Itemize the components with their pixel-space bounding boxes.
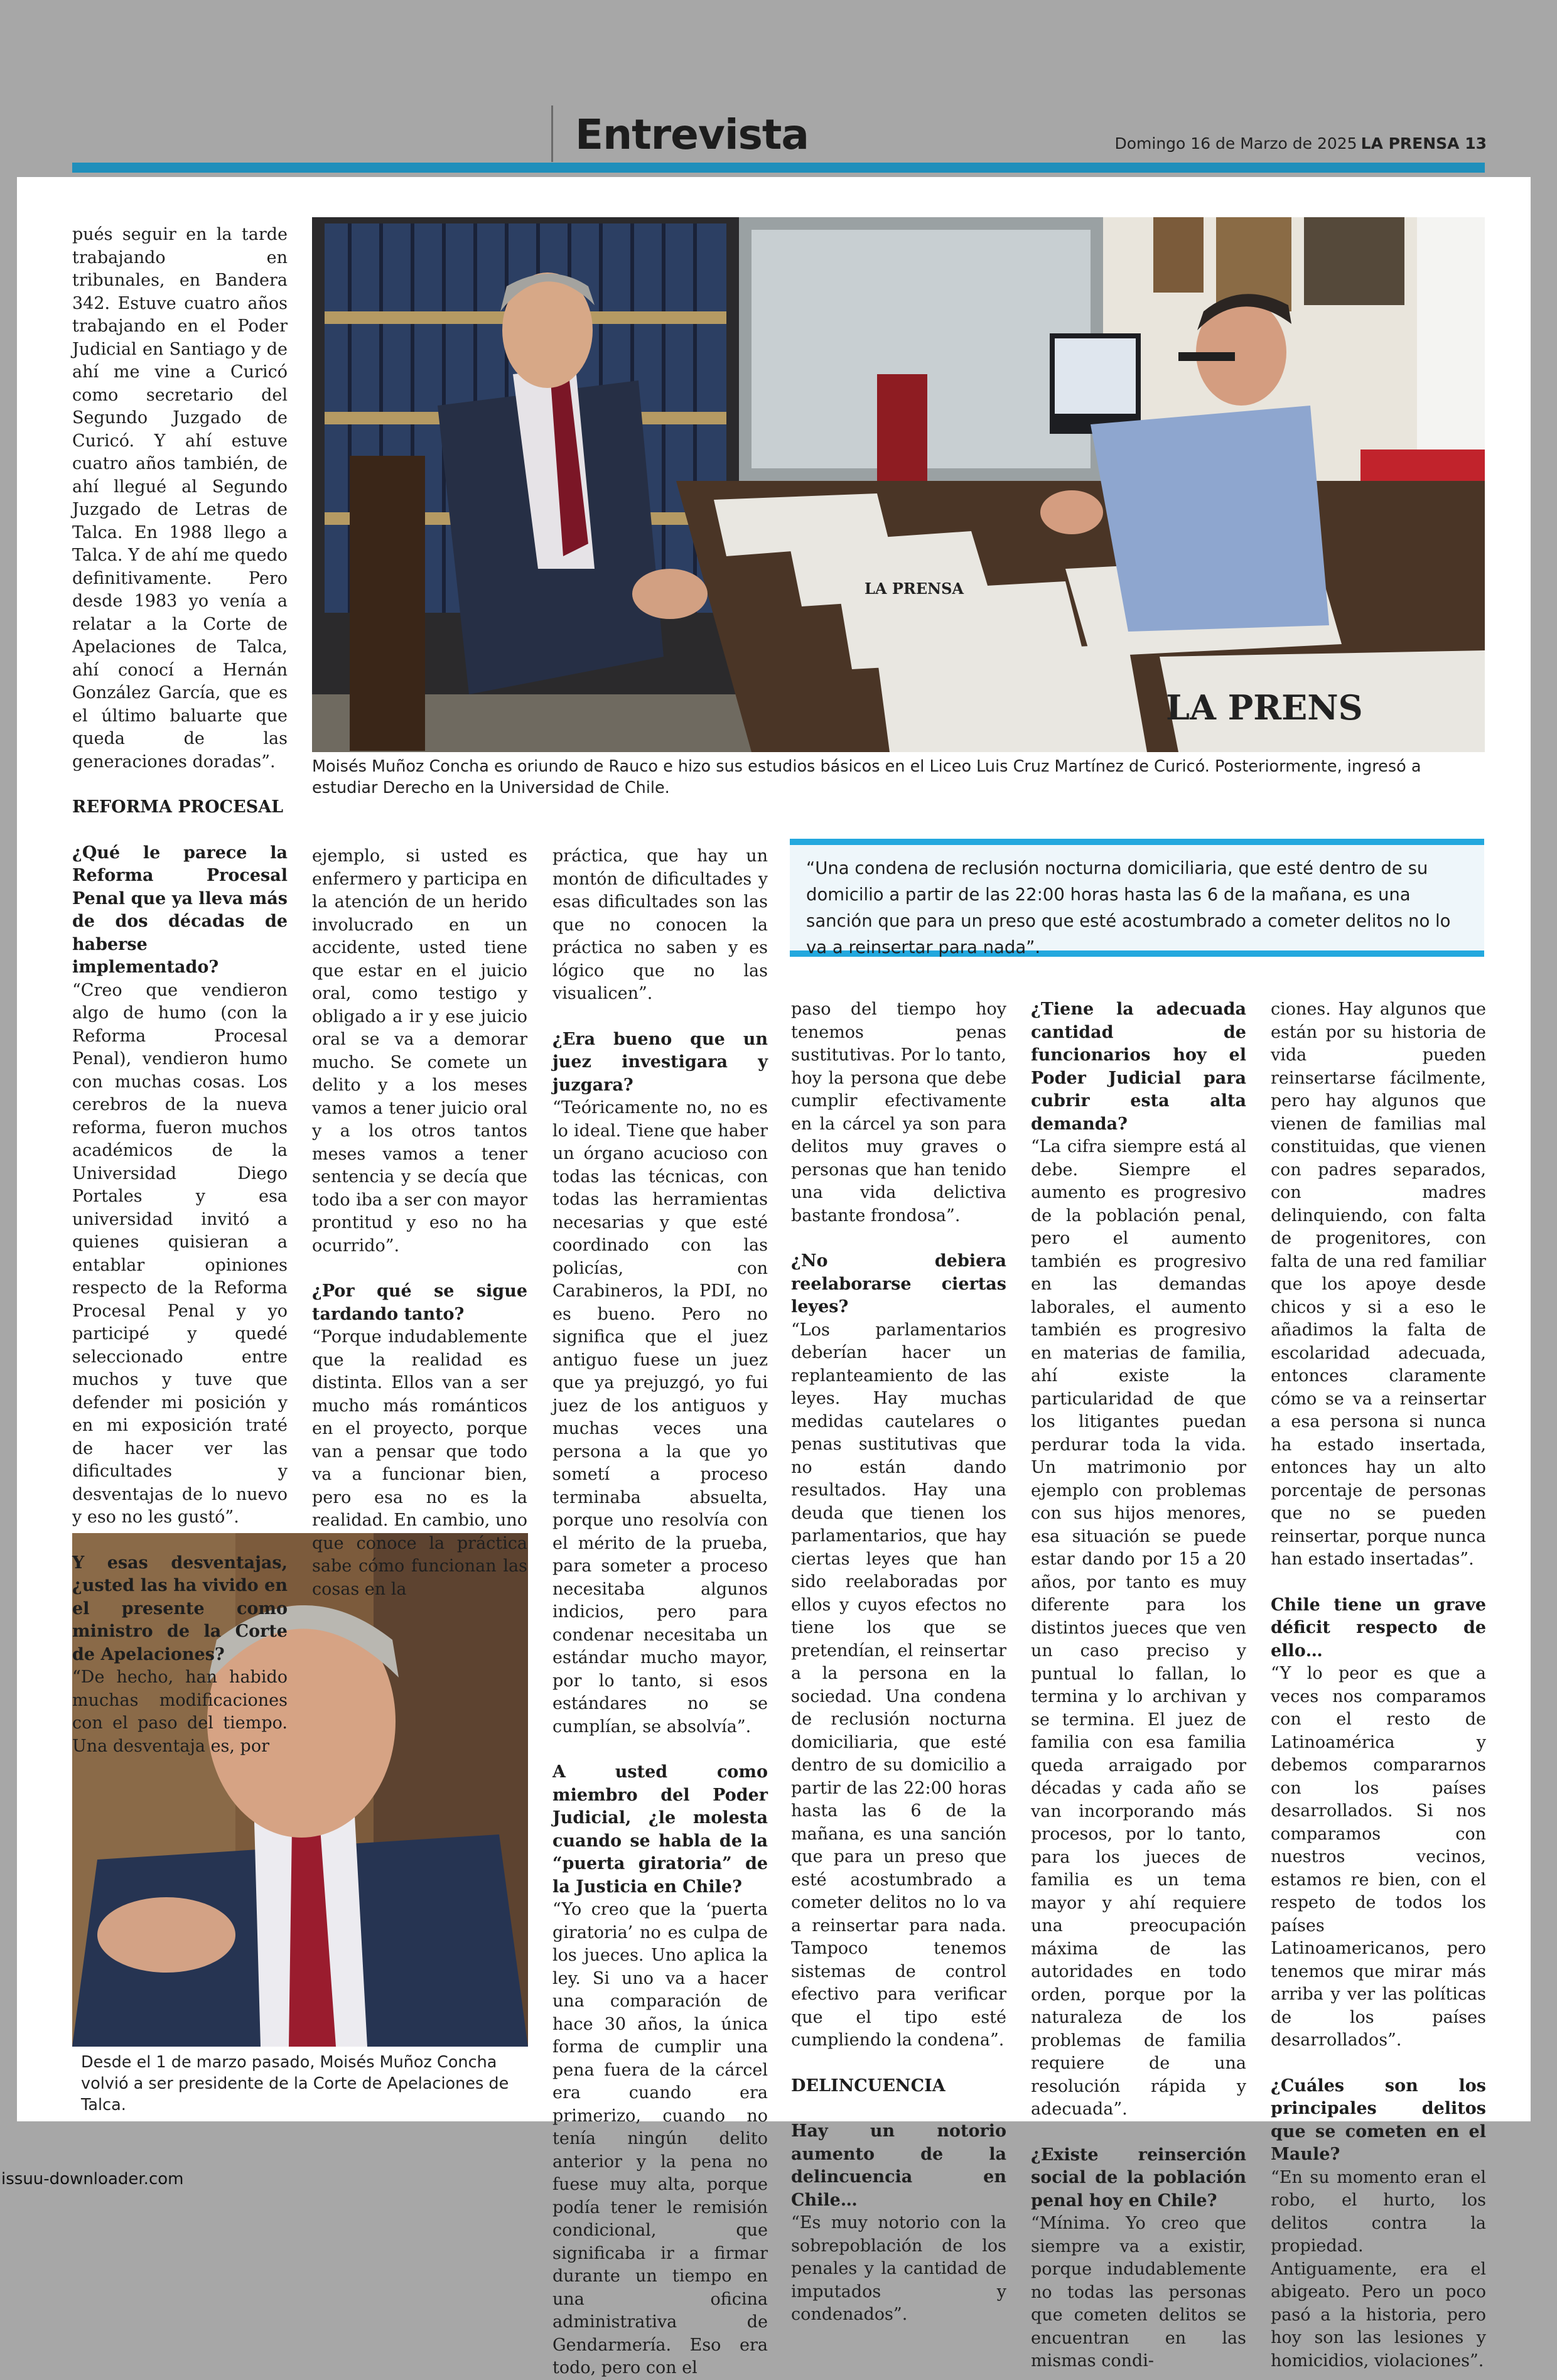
question: Y esas desventajas, ¿usted las ha vivido en el presente como ministro de la Corte de Apelaciones? xyxy=(72,1553,288,1664)
paragraph: “Teóricamente no, no es lo ideal. Tiene que haber un órgano acucioso con todas las técnicas, con todas las herramientas necesarias y que esté coordinado con las policías, con Carabineros, la PDI, no es bueno. Pero no significa que el juez antiguo fuese un juez que ya prejuzgó, yo fui juez de los antiguos y muchas veces una persona a la que yo sometí a proceso terminaba absuelta, porque uno resolvía con el mérito de la prueba, para someter a proceso necesitaba algunos indicios, pero para condenar necesitaba un estándar mucho mayor, por lo tanto, si esos estándares no se cumplían, se absolvía”. xyxy=(552,1098,768,1737)
pull-quote xyxy=(790,839,1484,957)
paragraph: paso del tiempo hoy tenemos penas sustitutivas. Por lo tanto, hoy la persona que debe cumplir efectivamente en la cárcel ya son para delitos muy graves o personas que han tenido una vida delictiva bastante frondosa”. xyxy=(791,999,1006,1225)
question: ¿Por qué se sigue tardando tanto? xyxy=(312,1281,527,1324)
paragraph: “Los parlamentarios deberían hacer un replanteamiento de las leyes. Hay muchas medidas cautelares o penas sustitutivas que no están dando resultados. Hay una deuda que tienen los parlamentarios, que hay ciertas leyes que han sido reelaboradas por ellos y cuyos efectos no tiene los que se pretendían, el reinsertar a la persona en la sociedad. Una condena de reclusión nocturna domiciliaria, que esté dentro de su domicilio a partir de las 22:00 horas hasta las 6 de la mañana, es una sanción que para un preso que esté acostumbrado a cometer delitos no lo va a reinsertar para nada. Tampoco tenemos sistemas de control efectivo para verificar que el tipo esté cumpliendo la condena”. xyxy=(791,1320,1006,2050)
portrait-photo-caption: Desde el 1 de marzo pasado, Moisés Muñoz Concha volvió a ser presidente de la Corte de Apelaciones de Talca. xyxy=(81,2053,509,2114)
paragraph: ejemplo, si usted es enfermero y participa en la atención de un herido involucrado en un accidente, usted tiene que estar en el juicio oral, como testigo y obligado a ir y ese juicio oral se va a demorar mucho. Se comete un delito y a los meses vamos a tener juicio oral y a los otros tantos meses vamos a tener sentencia y se decía que todo iba a ser con mayor prontitud y eso no ha ocurrido”. xyxy=(312,846,527,1256)
paragraph: “Porque indudablemente que la realidad es distinta. Ellos van a ser mucho más románticos en el proyecto, porque van a pensar que todo va a funcionar bien, pero esa no es la realidad. En cambio, uno que conoce la práctica sabe cómo funcionan las cosas en la xyxy=(312,1327,527,1599)
paragraph: “Y lo peor es que a veces nos comparamos con el resto de Latinoamérica y debemos compararnos con los países desarrollados. Si nos comparamos con nuestros vecinos, estamos re bien, con el respeto de todos los países Latinoamericanos, pero tenemos que mirar más arriba y ver las políticas de los países desarrollados”. xyxy=(1271,1664,1486,2050)
subheading: DELINCUENCIA xyxy=(791,2076,946,2096)
dateline xyxy=(1114,134,1487,153)
paragraph: “Creo que vendieron algo de humo (con la Reforma Procesal Penal), vendieron humo con muchas cosas. Los cerebros de la nueva reforma, fueron muchos académicos de la Universidad Diego Portales y esa universidad invitó a quienes quisieran a entablar opiniones respecto de la Reforma Procesal Penal y yo participé y quedé seleccionado entre muchos y tuve que defender mi posición y en mi exposición traté de hacer ver las dificultades y desventajas de lo nuevo y eso no les gustó”. xyxy=(72,980,288,1527)
header-divider xyxy=(551,105,553,162)
paragraph: “Es muy notorio con la sobrepoblación de los penales y la cantidad de imputados y condenados”. xyxy=(791,2213,1006,2324)
main-photo xyxy=(312,217,1485,752)
question: ¿Era bueno que un juez investigara y juzgara? xyxy=(552,1029,768,1095)
paragraph: pués seguir en la tarde trabajando en tribunales, en Bandera 342. Estuve cuatro años trabajando en el Poder Judicial en Santiago y de ahí me vine a Curicó como secretario del Segundo Juzgado de Curicó. Y ahí estuve cuatro años también, de ahí llegué al Segundo Juzgado de Letras de Talca. En 1988 llego a Talca. Y de ahí me quedo definitivamente. Pero desde 1983 yo venía a relatar a la Corte de Apelaciones de Talca, ahí conocí a Hernán González García, que es el último baluarte que queda de las generaciones doradas”. xyxy=(72,225,288,772)
text-column-1 xyxy=(72,223,288,1758)
question: ¿Tiene la adecuada cantidad de funcionarios hoy el Poder Judicial para cubrir esta alta demanda? xyxy=(1031,999,1246,1134)
paragraph: práctica, que hay un montón de dificultades y esas dificultades son las que no conocen la práctica no saben y es lógico que no las visualicen”. xyxy=(552,846,768,1003)
text-column-3 xyxy=(552,845,768,2380)
newspaper-masthead-2: LA PRENSA xyxy=(865,579,964,598)
watermark-footer[interactable]: issuu-downloader.com xyxy=(1,2170,184,2189)
text-column-6 xyxy=(1271,998,1486,2372)
question: Chile tiene un grave déficit respecto de ello… xyxy=(1271,1595,1486,1661)
question: ¿Existe reinserción social de la población penal hoy en Chile? xyxy=(1031,2145,1246,2210)
section-title: Entrevista xyxy=(575,110,809,159)
question: ¿Qué le parece la Reforma Procesal Penal que ya lleva más de dos décadas de haberse implementado? xyxy=(72,843,288,977)
pull-quote-text: “Una condena de reclusión nocturna domiciliaria, que esté dentro de su domicilio a partir de las 22:00 horas hasta las 6 de la mañana, es una sanción que para un preso que esté acostumbrado a cometer delitos no lo va a reinsertar para nada”. xyxy=(806,858,1451,957)
paragraph: “Mínima. Yo creo que siempre va a existir, porque indudablemente no todas las personas que cometen delitos se encuentran en las mismas condi- xyxy=(1031,2214,1246,2371)
question: A usted como miembro del Poder Judicial, ¿le molesta cuando se habla de la “puerta giratoria” de la Justicia en Chile? xyxy=(552,1762,768,1897)
text-column-4 xyxy=(791,998,1006,2327)
text-column-2 xyxy=(312,845,527,1601)
issue-date: Domingo 16 de Marzo de 2025 xyxy=(1114,134,1357,153)
newspaper-masthead-1: LA PRENS xyxy=(1166,687,1363,728)
main-photo-caption: Moisés Muñoz Concha es oriundo de Rauco e hizo sus estudios básicos en el Liceo Luis Cruz Martínez de Curicó. Posteriormente, ingresó a estudiar Derecho en la Universidad de Chile. xyxy=(312,757,1421,797)
paragraph: “Yo creo que la ‘puerta giratoria’ no es culpa de los jueces. Uno aplica la ley. Si uno va a hacer una comparación de hace 30 años, la única forma de cumplir una pena fuera de la cárcel era cuando era primerizo, cuando no tenía ningún delito anterior y la pena no fuese muy alta, porque podía tener le remisión condicional, que significaba ir a firmar durante un tiempo en una oficina administrativa de Gendarmería. Eso era todo, pero con el xyxy=(552,1900,768,2377)
question: ¿Cuáles son los principales delitos que se cometen en el Maule? xyxy=(1271,2076,1486,2164)
question: Hay un notorio aumento de la delincuencia en Chile… xyxy=(791,2121,1006,2210)
text-column-5 xyxy=(1031,998,1246,2373)
paragraph: “En su momento eran el robo, el hurto, los delitos contra la propiedad. Antiguamente, era el abigeato. Pero un poco pasó a la historia, pero hoy son las lesiones y homicidios, violaciones”. xyxy=(1271,2167,1486,2371)
paragraph: “La cifra siempre está al debe. Siempre el aumento es progresivo de la población penal, pero el aumento también es progresivo en las demandas laborales, el aumento también es progresivo en materias de familia, ahí existe la particularidad de que los litigantes puedan perdurar toda la vida. Un matrimonio por ejemplo con problemas con sus hijos menores, esa situación se puede estar dando por 15 a 20 años, por tanto es muy diferente para los distintos jueces que ven un caso preciso y puntual lo fallan, lo termina y lo archivan y se termina. El juez de familia con esa familia queda arraigado por décadas y cada año se van incorporando más procesos, por lo tanto, para los jueces de familia es un tema mayor y ahí requiere una preocupación máxima de las autoridades en todo orden, porque por la naturaleza de los problemas de familia requiere de una resolución rápida y adecuada”. xyxy=(1031,1137,1246,2119)
paragraph: ciones. Hay algunos que están por su historia de vida pueden reinsertarse fácilmente, pero hay algunos que vienen de familias mal constituidas, que vienen con padres separados, con madres delinquiendo, con falta de progenitores, con falta de una red familiar que los apoye desde chicos y si a eso le añadimos la falta de escolaridad adecuada, entonces claramente cómo se va a reinsertar a esa persona si nunca ha estado insertada, entonces hay un alto porcentaje de personas que no se pueden reinsertar, porque nunca han estado insertadas”. xyxy=(1271,999,1486,1569)
header-rule xyxy=(72,163,1485,173)
question: ¿No debiera reelaborarse ciertas leyes? xyxy=(791,1251,1006,1317)
page-number: LA PRENSA 13 xyxy=(1360,134,1487,153)
paragraph: “De hecho, han habido muchas modificaciones con el paso del tiempo. Una desventaja es, por xyxy=(72,1667,288,1756)
subheading: REFORMA PROCESAL xyxy=(72,797,284,817)
